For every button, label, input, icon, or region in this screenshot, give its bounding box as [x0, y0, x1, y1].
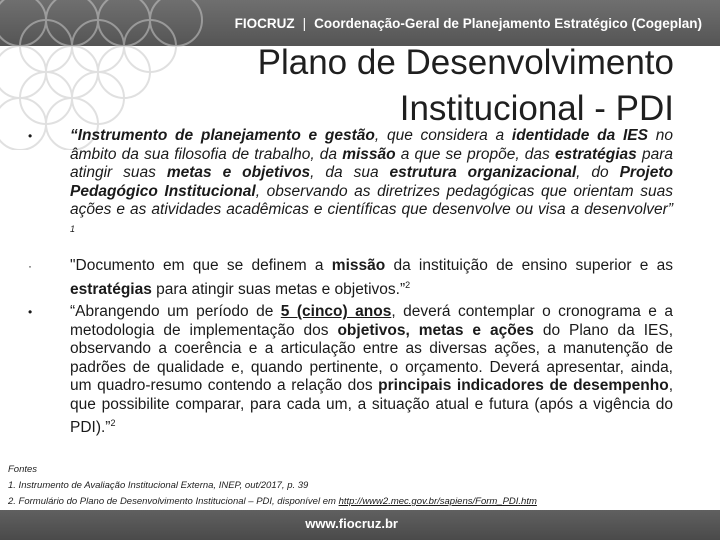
body-text: da instituição de ensino superior e as — [385, 257, 673, 275]
bold-text: estratégias — [70, 280, 152, 298]
body-text: , da sua — [310, 164, 390, 181]
footnote-ref: 1 — [70, 223, 76, 234]
bullet-text — [70, 127, 673, 243]
bullet-text — [70, 257, 673, 299]
bullet-item-3 — [28, 303, 673, 438]
footnotes-heading: Fontes — [8, 464, 38, 475]
footnote-ref: 2 — [110, 418, 116, 429]
bold-text: metas e objetivos — [166, 164, 311, 181]
body-text: , que considera a — [374, 127, 512, 144]
footnote-1: 1. Instrumento de Avaliação Institucional Externa, INEP, out/2017, p. 39 — [8, 480, 309, 491]
bullet-dot-icon: • — [28, 129, 33, 143]
footnote-2-link[interactable]: http://www2.mec.gov.br/sapiens/Form_PDI.htm — [338, 496, 537, 507]
bold-text: principais indicadores de desempenho — [378, 377, 669, 395]
body-text: , do — [576, 164, 620, 181]
bold-text: objetivos, metas e ações — [337, 321, 534, 339]
body-text: no âmbito da sua filosofia de trabalho, da — [70, 127, 673, 163]
footnotes — [8, 462, 708, 510]
body-text: para atingir suas metas e objetivos.” — [151, 280, 406, 298]
footnote-2-text: 2. Formulário do Plano de Desenvolvimento Institucional – PDI, disponível em — [8, 496, 339, 507]
bold-text: estratégias — [554, 145, 637, 163]
body-text: "Documento em que se definem a — [70, 257, 332, 275]
page-title — [258, 40, 674, 132]
body-text: , que possibilite comparar, para cada um, a situação atual e futura (após a vigência do PDI).” — [70, 377, 673, 437]
bullet-dot-icon: • — [28, 305, 33, 320]
header-institution — [235, 16, 702, 31]
bullet-item-1 — [28, 127, 673, 243]
bullet-text — [70, 303, 673, 438]
bold-text: Projeto Pedagógico Institucional — [70, 164, 673, 200]
body-text: do Plano da IES, observando a coerência e a articulação entre as diversas ações, a manutenção de padrões de qualidade e, quando pertinente, o orçamento. Deverá apresentar, ainda, um quadro-resumo contendo a relação dos — [70, 321, 673, 395]
title-line-1: Plano de Desenvolvimento — [257, 43, 674, 82]
bullet-dot-icon: · — [28, 259, 32, 274]
body-text: , deverá contemplar o cronograma e a metodologia de implementação dos — [70, 303, 674, 339]
body-text: , observando as diretrizes pedagógicas que orientam suas ações e as atividades acadêmicas e científicas que desenvolve ou visa a desenvolver” — [70, 182, 673, 218]
body-text: a que se propõe, das — [395, 145, 555, 163]
footer-bar — [0, 510, 720, 540]
body-text: para atingir suas — [70, 145, 673, 181]
header-separator: | — [302, 16, 307, 31]
footnote-2 — [8, 494, 708, 510]
bullet-item-2 — [28, 257, 673, 299]
body-text: “Abrangendo um período de — [70, 303, 281, 321]
header-org: FIOCRUZ — [234, 16, 295, 31]
bold-text: identidade da IES — [511, 127, 648, 144]
footnote-ref: 2 — [405, 279, 411, 290]
bold-text: missão — [342, 145, 396, 163]
bullet-list — [28, 127, 673, 446]
bold-text: 5 (cinco) anos — [280, 303, 392, 321]
header-unit: Coordenação-Geral de Planejamento Estratégico (Cogeplan) — [314, 16, 702, 31]
footer-site: www.fiocruz.br — [305, 516, 398, 531]
title-line-2: Institucional - PDI — [399, 89, 674, 128]
bold-text: estrutura organizacional — [389, 164, 577, 181]
bold-text: missão — [331, 257, 386, 275]
bold-text: “Instrumento de planejamento e gestão — [70, 127, 375, 144]
